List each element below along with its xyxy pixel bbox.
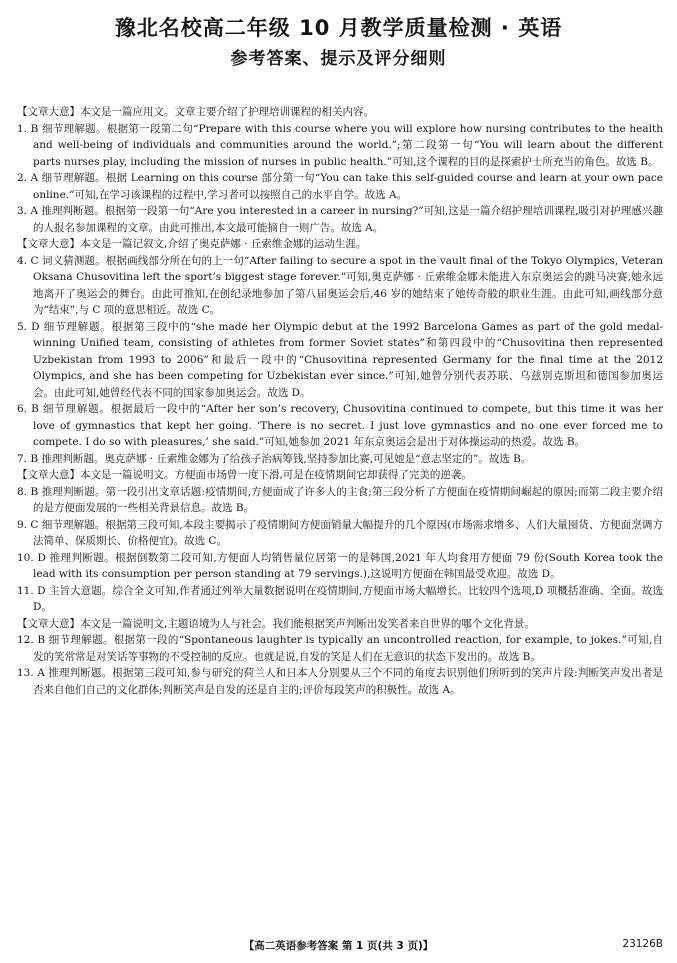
passage-summary-4: 【文章大意】本文是一篇说明文,主题语境为人与社会。我们能根据笑声判断出发笑者来自世界的哪个文化背景。 xyxy=(17,617,535,630)
passage-summary-1: 【文章大意】本文是一篇应用文。文章主要介绍了护理培训课程的相关内容。 xyxy=(17,106,374,118)
answer-4: 4. C 词义猜测题。根据画线部分所在句的上一句“After failing to secure a spot in the vault final of the Tokyo Olympics, Veteran Oksana Chusovitina left the sport’s biggest stage forever.”可知,奥克萨娜 · 丘索维金娜未能进入东京奥运会的跳马决赛,她永远地离开了奥运会的舞台。由此可推知,在创纪录地参加了第八届奥运会后,46 岁的她结束了她传奇般的职业生涯。由此可知,画线部分意为“结束”,与 C 项的意思相近。故选 C。 xyxy=(17,254,663,316)
answer-7: 7. B 推理判断题。奥克萨娜 · 丘索维金娜为了给孩子治病筹钱,坚持参加比赛,可见她是“意志坚定的”。故选 B。 xyxy=(17,452,532,465)
page-subtitle: 参考答案、提示及评分细则 xyxy=(230,49,447,69)
page-footer xyxy=(0,938,677,954)
page-number: 【高二英语参考答案 第 1 页(共 3 页)】 xyxy=(243,940,434,952)
answer-1: 1. B 细节理解题。根据第一段第二句“Prepare with this course where you will explore how nursing contributes to the health and well-being of individuals and communities around the world.”;第二段第一句“You will learn about the different parts nurses play, including the mission of nurses in public health.”可知,这个课程的目的是探索护士所充当的角色。故选 B。 xyxy=(17,122,663,168)
passage-summary-2: 【文章大意】本文是一篇记叙文,介绍了奥克萨娜 · 丘索维金娜的运动生涯。 xyxy=(17,238,367,250)
answer-5: 5. D 细节理解题。根据第三段中的“she made her Olympic debut at the 1992 Barcelona Games as part of the gold medal-winning Unified team, consisting of athletes from former Soviet states”和第四段中的“Chusovitina then represented Uzbekistan from 1993 to 2006”和最后一段中的“Chusovitina represented Germany for the final time at the 2012 Olympics, and she has been competing for Uzbekistan ever since.”可知,她曾分别代表苏联、乌兹别克斯坦和德国参加奥运会。由此可知,她曾经代表不同的国家参加奥运会。故选 D。 xyxy=(17,320,663,399)
answer-11: 11. D 主旨大意题。综合全文可知,作者通过列举大量数据说明在疫情期间,方便面市场大幅增长。比较四个选项,D 项概括准确、全面。故选 D。 xyxy=(17,584,663,613)
answer-8: 8. B 推理判断题。第一段引出文章话题:疫情期间,方便面成了许多人的主食;第三段分析了方便面在疫情期间崛起的原因;而第二段主要介绍的是方便面发展的一些相关背景信息。故选 B。 xyxy=(17,485,663,514)
passage-summary-3: 【文章大意】本文是一篇说明文。方便面市场曾一度下滑,可是在疫情期间它却获得了完美的逆袭。 xyxy=(17,469,472,481)
answer-3: 3. A 推理判断题。根据第一段第一句“Are you interested in a career in nursing?”可知,这是一篇介绍护理培训课程,吸引对护理感兴趣的人报名参加课程的文章。由此可推出,本文最可能摘自一则广告。故选 A。 xyxy=(17,205,663,234)
answer-13: 13. A 推理判断题。根据第三段可知,参与研究的荷兰人和日本人分别要从三个不同的角度去识别他们所听到的笑声片段:判断笑声发出者是否来自他们自己的文化群体;判断笑声是自发的还是自主的;评价每段笑声的积极性。故选 A。 xyxy=(17,667,663,696)
answer-9: 9. C 细节理解题。根据第三段可知,本段主要揭示了疫情期间方便面销量大幅提升的几个原因(市场需求增多、人们大量囤货、方便面烹调方法简单、保质期长、价格便宜)。故选 C。 xyxy=(17,518,663,547)
answer-6: 6. B 细节理解题。根据最后一段中的“After her son’s recovery, Chusovitina continued to compete, but this time it was her love of gymnastics that kept her going. ‘There is no secret. I just love gymnastics and no one ever forced me to compete. I do so with pleasures,’ she said.”可知,她参加 2021 年东京奥运会是出于对体操运动的热爱。故选 B。 xyxy=(17,403,663,448)
page-title: 豫北名校高二年级 10 月教学质量检测 · 英语 xyxy=(114,16,563,40)
answer-10: 10. D 推理判断题。根据倒数第二段可知,方便面人均销售量位居第一的是韩国,2021 年人均食用方便面 79 份(South Korea took the lead with its consumption per person standing at 79 servings.),这说明方便面在韩国最受欢迎。故选 D。 xyxy=(17,551,663,580)
answer-2: 2. A 细节理解题。根据 Learning on this course 部分第一句“You can take this self-guided course and learn at your own pace online.”可知,在学习该课程的过程中,学习者可以按照自己的水平自学。故选 A。 xyxy=(17,172,663,201)
document-code: 23126B xyxy=(622,938,663,950)
answer-12: 12. B 细节理解题。根据第一段的“Spontaneous laughter is typically an uncontrolled reaction, for example, to jokes.”可知,自发的笑常常是对笑话等事物的不受控制的反应。也就是说,自发的笑是人们在无意识的状态下发出的。故选 B。 xyxy=(17,634,663,663)
answer-body xyxy=(17,104,663,698)
